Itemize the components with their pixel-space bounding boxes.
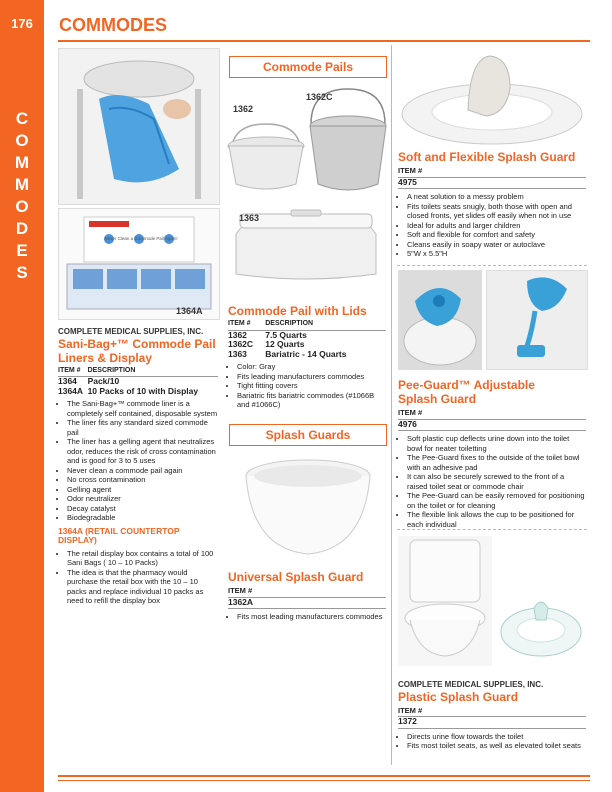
product-title: Plastic Splash Guard <box>398 689 519 704</box>
list-item: • The liner fits any standard sized commode pail <box>67 418 218 437</box>
list-item: • Never clean a commode pail again <box>67 466 218 476</box>
item-label: ITEM # <box>398 408 586 420</box>
liner-display-illustration <box>59 209 219 319</box>
header-divider <box>58 40 590 42</box>
brand-name: COMPLETE MEDICAL SUPPLIES, INC. <box>398 680 544 689</box>
soft-splash-guard-illustration <box>398 48 586 146</box>
liner-display-photo <box>58 208 220 320</box>
list-item: • No cross contamination <box>67 475 218 485</box>
list-item: • Odor neutralizer <box>67 494 218 504</box>
universal-splash-guard-illustration <box>238 454 378 564</box>
sub-heading: 1364A (RETAIL COUNTERTOP DISPLAY) <box>58 525 180 545</box>
feature-list <box>398 192 586 259</box>
list-item: • Gelling agent <box>67 485 218 495</box>
product-title: Soft and Flexible Splash Guard <box>398 150 576 164</box>
image-label-1364a: 1364A <box>176 306 203 316</box>
list-item: • Bariatric fits bariatric commodes (#1066B and #1066C) <box>237 391 386 410</box>
item-label: ITEM # <box>398 166 586 178</box>
plastic-splash-guard-photo-seat <box>496 590 586 666</box>
product-title-line: Sani-Bag+™ Commode Pail <box>58 336 216 351</box>
item-number: 1372 <box>398 716 417 726</box>
vertical-letter: E <box>16 241 28 260</box>
item-desc: 10 Packs of 10 with Display <box>87 385 199 396</box>
vertical-letter: M <box>14 175 30 194</box>
item-desc: 12 Quarts <box>265 339 305 349</box>
col-item-header: ITEM # <box>228 319 265 330</box>
brand-name: COMPLETE MEDICAL SUPPLIES, INC. <box>58 327 204 336</box>
dashed-divider <box>397 529 587 530</box>
footer-divider <box>58 775 590 777</box>
item-number: 1362 <box>228 329 247 340</box>
list-item: • The Pee-Guard can be easily removed for positioning on the toilet or for cleaning <box>407 491 586 510</box>
peeguard-right-illustration <box>487 271 587 369</box>
list-item: • The retail display box contains a total of 100 Sani Bags ( 10 – 10 Packs) <box>67 549 218 568</box>
table-row <box>228 350 386 360</box>
commode-liner-illustration <box>59 49 219 204</box>
vertical-letter: C <box>15 109 29 128</box>
list-item: • The Pee-Guard fixes to the outside of the toilet bowl with an adhesive pad <box>407 453 586 472</box>
commode-liner-photo <box>58 48 220 205</box>
list-item: • Soft and flexible for comfort and safety <box>407 230 586 240</box>
list-item: • Cleans easily in soapy water or autoclave <box>407 240 586 250</box>
list-item: • The Sani-Bag+™ commode liner is a completely self contained, disposable system <box>67 399 218 418</box>
display-box-text: Never Clean a Commode Pail Again! <box>104 236 178 241</box>
peeguard-left-illustration <box>399 271 481 369</box>
page-title: COMMODES <box>59 15 167 35</box>
feature-list <box>58 549 218 606</box>
col-desc-header: DESCRIPTION <box>265 319 386 330</box>
footer-divider-thin <box>58 780 590 781</box>
list-item: • Fits leading manufacturers commodes <box>237 372 386 382</box>
item-desc: Bariatric - 14 Quarts <box>265 348 347 359</box>
feature-list <box>58 399 218 523</box>
list-item: • Biodegradable <box>67 513 218 523</box>
peeguard-photo-right <box>486 270 588 370</box>
list-item: • Color: Gray <box>237 362 386 372</box>
list-item: • Fits most toilet seats, as well as elevated toilet seats <box>407 741 586 751</box>
col-item-header: ITEM # <box>58 366 88 377</box>
list-item: • The liner has a gelling agent that neutralizes odor, reduces the risk of cross contamination and is good for 3 to 5 uses <box>67 437 218 466</box>
product-title <box>398 378 586 406</box>
product-title-line: Liners & Display <box>58 350 153 365</box>
col-desc-header: DESCRIPTION <box>88 366 218 377</box>
column-divider <box>391 45 392 765</box>
item-label: ITEM # <box>228 586 386 598</box>
list-item: • 5"W x 5.5"H <box>407 249 586 259</box>
list-item: • Ideal for adults and larger children <box>407 221 586 231</box>
item-number: 1362A <box>228 596 254 607</box>
sanibag-product-block <box>58 327 218 606</box>
plastic-splash-guard-photo-toilet <box>398 536 492 666</box>
vertical-letter: D <box>15 219 29 238</box>
vertical-letter: O <box>15 197 29 216</box>
peeguard-product-block <box>398 378 586 529</box>
section-header-splash-guards: Splash Guards <box>229 424 387 446</box>
list-item: • Directs urine flow towards the toilet <box>407 732 586 742</box>
item-desc: Pack/10 <box>87 376 120 386</box>
soft-flexible-product-block <box>398 150 586 259</box>
pail-lids-product-block <box>228 304 386 410</box>
item-number: 4976 <box>398 418 417 429</box>
list-item: • Fits most leading manufacturers commodes <box>237 612 386 622</box>
soft-splash-guard-photo <box>398 48 586 146</box>
feature-list <box>398 434 586 529</box>
section-header-commode-pails: Commode Pails <box>229 56 387 78</box>
item-table <box>58 366 218 397</box>
list-item: • The idea is that the pharmacy would purchase the retail box with the 10 – 10 packs and replace individual 10 packs as need to refill the display box <box>67 568 218 606</box>
product-title: Commode Pail with Lids <box>228 304 367 318</box>
list-item: • The flexible link allows the cup to be positioned for each individual <box>407 510 586 529</box>
universal-splash-guard-photo <box>238 454 378 564</box>
item-number: 1364A <box>58 385 84 396</box>
image-label-1363: 1363 <box>239 213 260 223</box>
list-item: • Tight fitting covers <box>237 381 386 391</box>
vertical-letter: M <box>14 153 30 172</box>
list-item: • Decay catalyst <box>67 504 218 514</box>
list-item: • A neat solution to a messy problem <box>407 192 586 202</box>
plastic-seat-illustration <box>496 590 586 666</box>
item-table <box>228 319 386 359</box>
vertical-letter: S <box>16 263 28 282</box>
product-title-line: Pee-Guard™ Adjustable <box>398 378 535 392</box>
plastic-product-block <box>398 680 586 751</box>
item-desc: 7.5 Quarts <box>265 329 307 340</box>
product-title-line: Splash Guard <box>398 392 477 406</box>
product-title <box>58 337 218 365</box>
universal-product-block <box>228 570 386 622</box>
image-label-1362: 1362 <box>233 104 254 114</box>
feature-list <box>228 362 386 410</box>
list-item: • Soft plastic cup deflects urine down into the toilet bowl for neater toiletting <box>407 434 586 453</box>
table-row <box>58 387 218 397</box>
table-row <box>58 377 218 387</box>
image-label-1362c: 1362C <box>306 92 333 102</box>
toilet-illustration <box>398 536 492 666</box>
item-number: 1363 <box>228 348 247 359</box>
feature-list <box>398 732 586 751</box>
commode-pails-photo <box>226 84 388 299</box>
item-number: 4975 <box>398 176 417 187</box>
item-number: 1364 <box>58 376 77 386</box>
dashed-divider <box>397 265 587 266</box>
commode-pails-illustration <box>226 84 388 299</box>
list-item: • It can also be securely screwed to the front of a raised toilet seat or commode chair <box>407 472 586 491</box>
vertical-letter: O <box>15 131 29 150</box>
item-label: ITEM # <box>398 706 586 718</box>
peeguard-photo-left <box>398 270 482 370</box>
product-title: Universal Splash Guard <box>228 570 364 584</box>
item-number: 1362C <box>228 339 254 349</box>
vertical-section-label <box>0 108 44 284</box>
feature-list <box>228 612 386 622</box>
list-item: • Fits toilets seats snugly, both those with open and closed fronts, yet slides off easily when not in use <box>407 202 586 221</box>
page-number: 176 <box>11 16 33 31</box>
